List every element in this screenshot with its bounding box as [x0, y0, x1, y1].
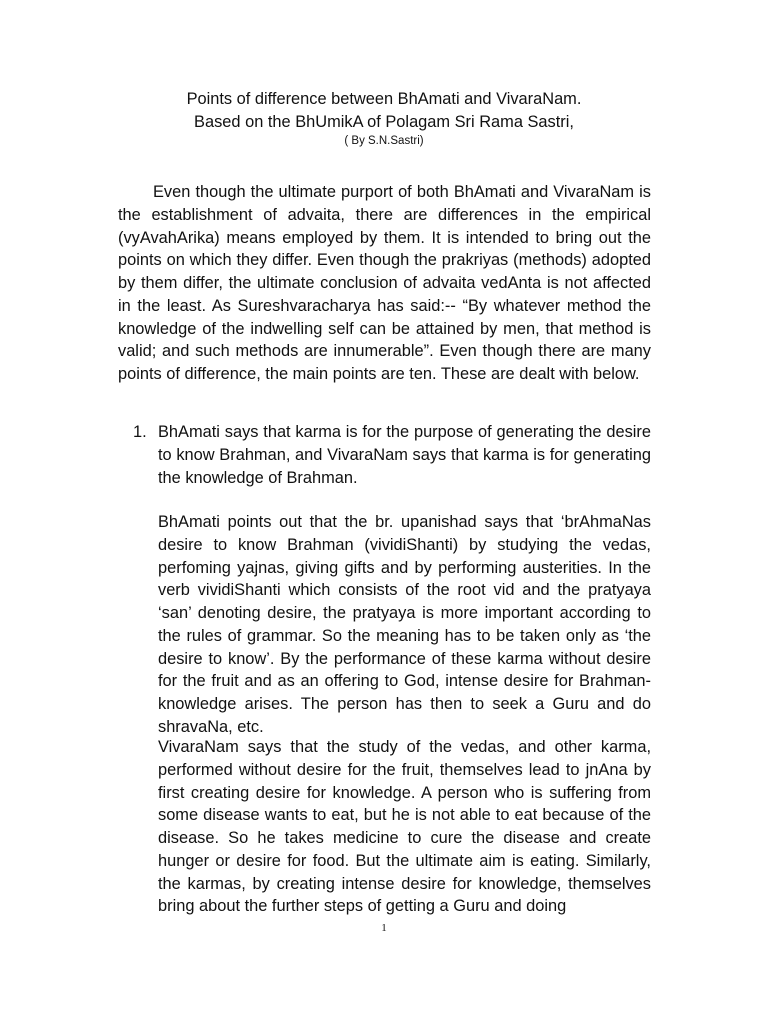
author-byline: ( By S.N.Sastri) [344, 135, 424, 147]
document-title-line-1: Points of difference between BhAmati and VivaraNam. [186, 90, 582, 108]
intro-paragraph: Even though the ultimate purport of both BhAmati and VivaraNam is the establishment of advaita, there are differences in the empirical (vyAvahArika) means employed by them. It is intended to bring out the points on which they differ. Even though the prakriyas (methods) adopted by them differ, the ultimate conclusion of advaita vedAnta is not affected in the least. As Sureshvaracharya has said:-- “By whatever method the knowledge of the indwelling self can be attained by men, that method is valid; and such methods are innumerable”. Even though there are many points of difference, the main points are ten. These are dealt with below. [118, 183, 651, 383]
page-number: 1 [381, 922, 387, 934]
vivaranam-paragraph: VivaraNam says that the study of the vedas, and other karma, performed without desire for the fruit, themselves lead to jnAna by first creating desire for knowledge. A person who is suffering from some disease wants to eat, but he is not able to eat because of the disease. So he takes medicine to cure the disease and create hunger or desire for food. But the ultimate aim is eating. Similarly, the karmas, by creating intense desire for knowledge, themselves bring about the further steps of getting a Guru and doing [158, 738, 651, 916]
list-number: 1. [133, 423, 147, 441]
bhamati-paragraph: BhAmati points out that the br. upanishad says that ‘brAhmaNas desire to know Brahman (vividiShanti) by studying the vedas, perfoming yajnas, giving gifts and by performing austerities. In the verb vividiShanti which consists of the root vid and the pratyaya ‘san’ denoting desire, the pratyaya is more important according to the rules of grammar. So the meaning has to be taken only as ‘the desire to know’. By the performance of these karma without desire for the fruit and as an offering to God, intense desire for Brahman-knowledge arises. The person has then to seek a Guru and do shravaNa, etc. [158, 513, 651, 736]
list-item-text: BhAmati says that karma is for the purpose of generating the desire to know Brahman, and VivaraNam says that karma is for generating the knowledge of Brahman. [158, 423, 651, 487]
document-title-line-2: Based on the BhUmikA of Polagam Sri Rama Sastri, [194, 113, 574, 131]
